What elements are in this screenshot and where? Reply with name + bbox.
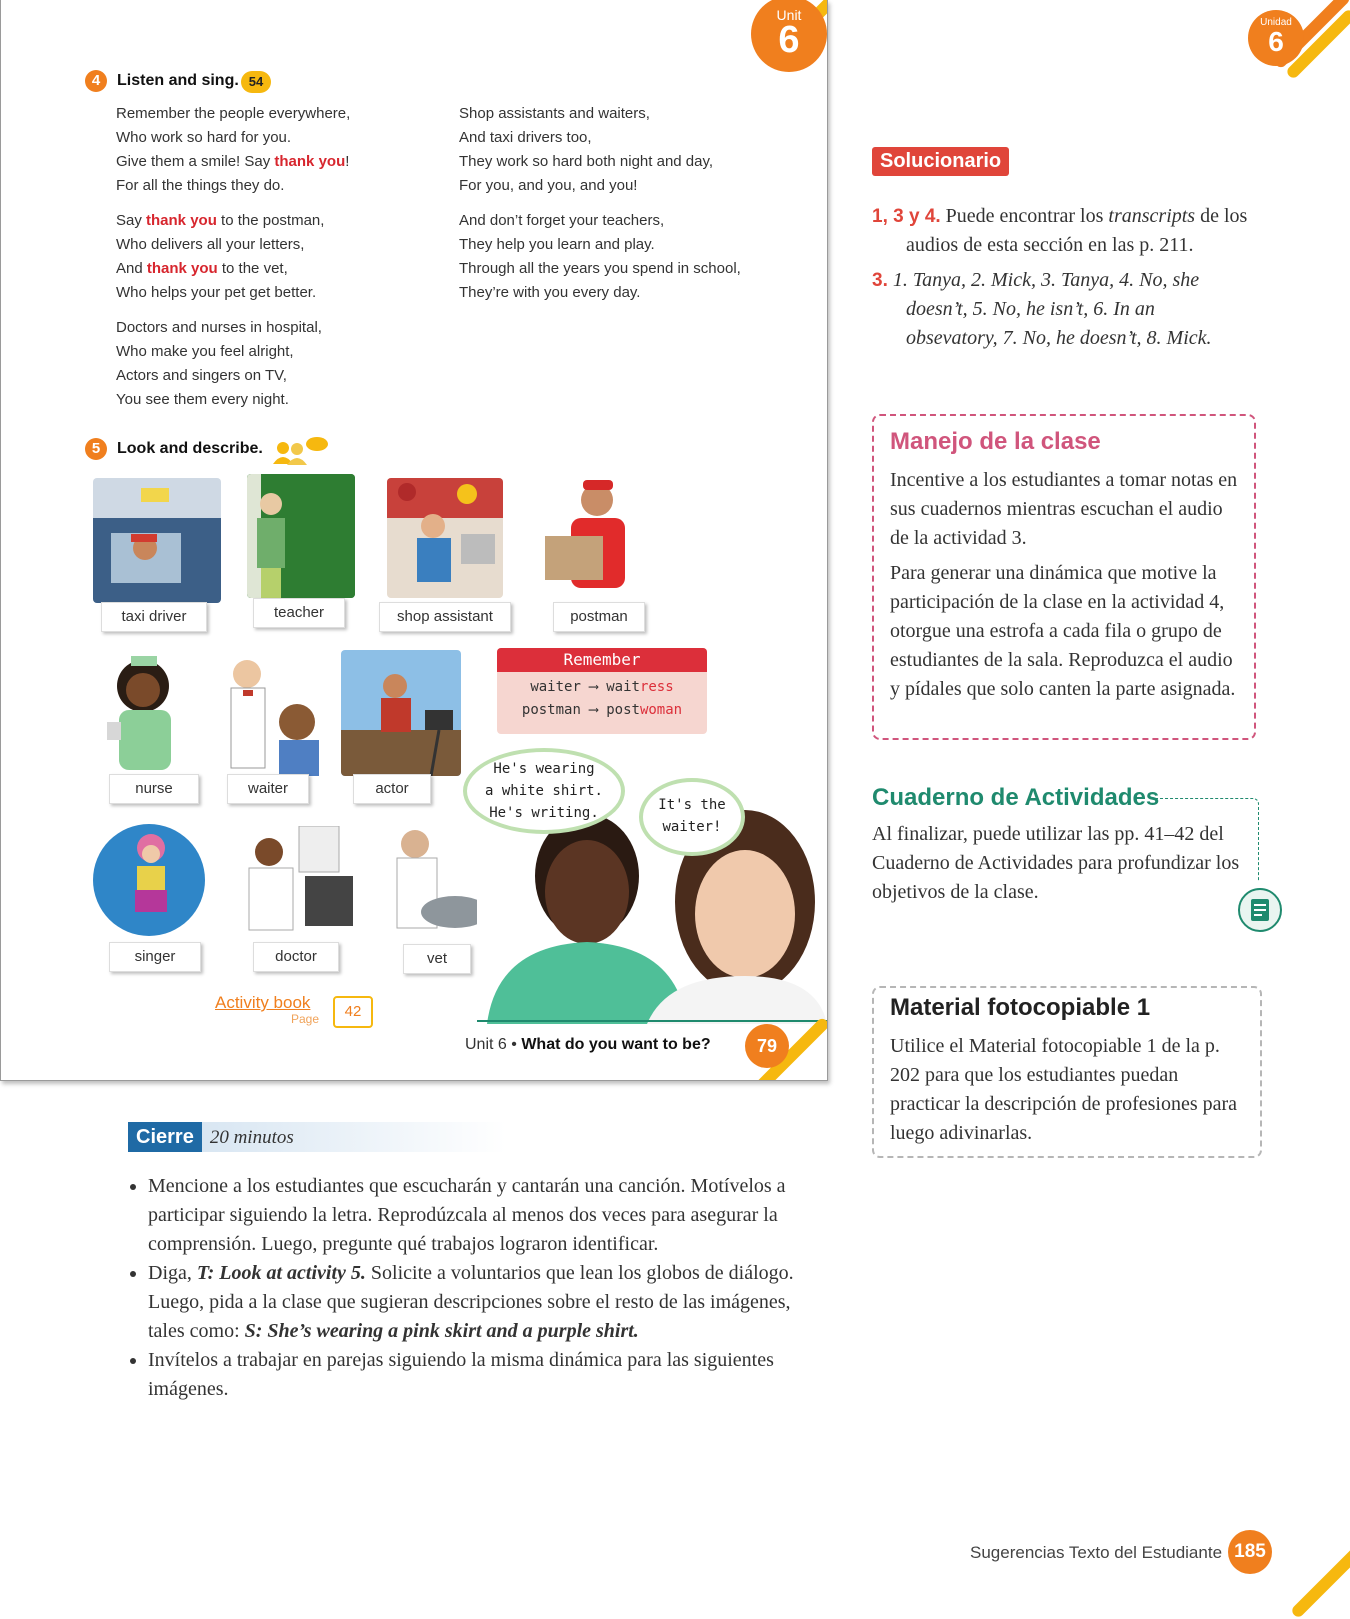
label-vet: vet [403, 944, 471, 974]
unit-number: 6 [778, 19, 800, 61]
unidad-badge [1248, 10, 1304, 66]
teacher-image [247, 474, 355, 598]
manejo-text [890, 466, 1246, 704]
cierre-tag: Cierre [128, 1122, 202, 1152]
audio-track-number: 54 [248, 74, 264, 89]
cierre-time: 20 minutos [209, 1127, 294, 1148]
waiter-image [209, 652, 331, 778]
page-footer-stripe [1290, 1533, 1350, 1619]
cierre-list [128, 1172, 820, 1404]
unidad-number: 6 [1268, 26, 1284, 57]
page-number: 185 [1228, 1530, 1272, 1574]
singer-image [89, 818, 207, 942]
cuaderno-title: Cuaderno de Actividades [872, 784, 1160, 811]
student-page-number: 79 [745, 1024, 789, 1068]
nurse-image [87, 650, 193, 778]
activity-book-link[interactable]: Activity book [215, 993, 311, 1012]
label-taxi-driver: taxi driver [101, 602, 207, 632]
activity-title: Look and describe. [117, 440, 263, 457]
label-actor: actor [353, 774, 431, 804]
stanza-3: Doctors and nurses in hospital, Who make you feel alright, Actors and singers on TV, You see them every night. [116, 319, 322, 408]
activity4-heading [85, 70, 264, 92]
stanza-2: Say thank you to the postman, Who delivers all your letters, And thank you to the vet, Who helps your pet get better. [116, 212, 325, 301]
manejo-paragraph-2: Para generar una dinámica que motive la participación de la clase en la actividad 4, otorgue una estrofa a cada fila o grupo de estudiantes de la sala. Reproduzca el audio y pídales que solo canten la parte asignada. [890, 562, 1236, 700]
stanza-4: Shop assistants and waiters, And taxi drivers too, They work so hard both night and day, For you, and you, and you! [459, 105, 714, 194]
stanza-1: Remember the people everywhere, Who work so hard for you. Give them a smile! Say thank you! For all the things they do. [116, 105, 351, 194]
label-waiter: waiter [227, 774, 309, 804]
solucionario-answer-1: 1, 3 y 4. Puede encontrar los transcripts de los audios de esta sección en las p. 211. [872, 205, 1248, 256]
speech-bubble-boy: He's wearing a white shirt. He's writing. [463, 748, 625, 834]
activity-number: 4 [85, 70, 107, 92]
cuaderno-text: Al finalizar, puede utilizar las pp. 41–42 del Cuaderno de Actividades para profundizar los objetivos de la clase. [872, 823, 1240, 903]
cierre-item: • Diga, T: Look at activity 5. Solicite a voluntarios que lean los globos de diálogo. Luego, pida a la clase que sugieran descripciones sobre el resto de las imágenes, tales como: S: She’s wearing a pink skirt and a purple shirt. [148, 1259, 820, 1346]
cierre-item: • Mencione a los estudiantes que escucharán y cantarán una canción. Motívelos a participar siguiendo la letra. Reprodúzcala al menos dos veces para asegurar la comprensión. Luego, pregunte qué trabajos lograron identificar. [148, 1172, 820, 1259]
label-singer: singer [109, 942, 201, 972]
label-postman: postman [553, 602, 645, 632]
unit-badge [751, 0, 827, 72]
material-text: Utilice el Material fotocopiable 1 de la p. 202 para que los estudiantes puedan practicar la descripción de profesiones para luego adivinarlas. [890, 1035, 1238, 1144]
student-book-page [0, 0, 828, 1081]
unit-label: Unit [776, 7, 802, 23]
song-column-1 [116, 102, 350, 423]
solucionario-tag: Solucionario [872, 147, 1009, 176]
song-column-2 [459, 102, 741, 316]
actor-image [341, 650, 461, 776]
manejo-title: Manejo de la clase [890, 428, 1101, 455]
label-doctor: doctor [253, 942, 339, 972]
shop-assistant-image [387, 478, 503, 598]
photo-bottom-line [477, 1020, 827, 1022]
doctor-image [235, 826, 359, 946]
remember-title: Remember [497, 648, 707, 672]
taxi-driver-image [93, 478, 221, 603]
cierre-item: • Invítelos a trabajar en parejas siguiendo la misma dinámica para las siguientes imágenes. [148, 1346, 820, 1404]
manejo-paragraph-1: Incentive a los estudiantes a tomar notas en sus cuadernos mientras escuchan el audio de la actividad 3. [890, 469, 1238, 549]
solucionario-answer-2: 3. 1. Tanya, 2. Mick, 3. Tanya, 4. No, she doesn’t, 5. No, he isn’t, 6. In an obsevatory, 7. No, he doesn’t, 8. Mick. [872, 269, 1212, 349]
notebook-icon [1238, 888, 1282, 932]
remember-box [497, 648, 707, 734]
solucionario-tag-wrap [872, 147, 1009, 176]
material-title: Material fotocopiable 1 [890, 994, 1151, 1021]
arrow-right-icon: ⟶ [589, 702, 598, 718]
speech-bubble-girl: It's the waiter! [639, 778, 745, 856]
postman-image [537, 470, 641, 600]
student-page-footer: Unit 6 • What do you want to be? [465, 1036, 711, 1053]
pair-work-icon [271, 436, 329, 466]
label-nurse: nurse [109, 774, 199, 804]
arrow-right-icon: ⟶ [589, 679, 598, 695]
audio-track-icon[interactable] [241, 71, 271, 93]
remember-row-2: postman ⟶ postwoman [521, 702, 683, 718]
stanza-5: And don’t forget your teachers, They help you learn and play. Through all the years you spend in school, They’re with you every day. [459, 212, 741, 301]
activity-book-page-number: 42 [344, 1003, 362, 1020]
remember-row-1: waiter ⟶ waitress [530, 679, 674, 695]
label-shop-assistant: shop assistant [379, 602, 511, 632]
activity5-heading [85, 438, 263, 460]
activity-title: Listen and sing. [117, 72, 239, 89]
activity-book-page-word: Page [291, 1012, 320, 1026]
page-footer-label: Sugerencias Texto del Estudiante [970, 1543, 1223, 1562]
book-icon [333, 996, 373, 1028]
activity-number: 5 [85, 438, 107, 460]
cierre-header [128, 1122, 506, 1152]
label-teacher: teacher [253, 598, 345, 628]
unidad-label: Unidad [1260, 17, 1292, 28]
